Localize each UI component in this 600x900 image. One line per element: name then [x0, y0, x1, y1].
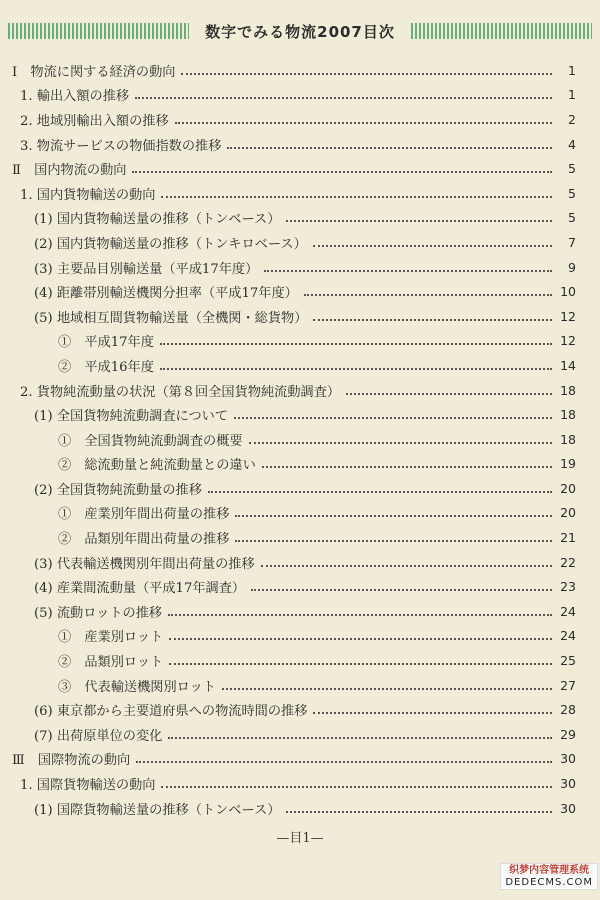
table-of-contents [0, 58, 600, 820]
toc-leader-dots [169, 637, 552, 640]
toc-entry-label: (7) 出荷原単位の変化 [34, 728, 163, 744]
watermark-line1: 织梦内容管理系统 [509, 865, 590, 876]
toc-entry-page: 28 [560, 702, 576, 718]
toc-entry-page: 5 [568, 161, 576, 177]
watermark-line2: DEDECMS.COM [505, 876, 593, 888]
toc-entry-page: 4 [568, 136, 576, 152]
toc-leader-dots [132, 170, 552, 173]
toc-entry[interactable] [0, 697, 600, 722]
toc-leader-dots [286, 810, 552, 813]
toc-entry[interactable] [0, 279, 600, 304]
toc-entry-page: 9 [568, 259, 576, 275]
toc-entry-page: 24 [560, 603, 576, 619]
toc-entry-page: 29 [560, 726, 576, 742]
toc-entry-label: (3) 主要品目別輸送量（平成17年度） [34, 261, 259, 277]
toc-leader-dots [169, 662, 552, 665]
toc-entry[interactable] [0, 501, 600, 526]
toc-entry[interactable] [0, 107, 600, 132]
toc-entry[interactable] [0, 599, 600, 624]
toc-leader-dots [262, 465, 552, 468]
toc-leader-dots [261, 564, 552, 567]
toc-entry[interactable] [0, 181, 600, 206]
toc-leader-dots [251, 588, 552, 591]
toc-entry-page: 18 [560, 431, 576, 447]
toc-entry-label: ① 平成17年度 [58, 335, 154, 351]
toc-entry[interactable] [0, 550, 600, 575]
toc-leader-dots [168, 736, 552, 739]
toc-entry-label: (5) 地域相互間貨物輸送量（全機関・総貨物） [34, 310, 308, 326]
toc-entry-page: 30 [560, 800, 576, 816]
toc-entry-page: 12 [560, 333, 576, 349]
toc-leader-dots [235, 539, 552, 542]
toc-entry[interactable] [0, 353, 600, 378]
toc-entry-label: 2. 地域別輸出入額の推移 [20, 113, 169, 129]
toc-leader-dots [208, 490, 552, 493]
toc-entry[interactable] [0, 230, 600, 255]
toc-entry-label: ③ 代表輸送機関別ロット [58, 679, 216, 695]
page-number-footer: —目1— [276, 831, 324, 846]
toc-entry-label: ① 産業別ロット [58, 630, 164, 646]
toc-entry[interactable] [0, 673, 600, 698]
toc-entry[interactable] [0, 156, 600, 181]
toc-entry-label: 1. 輸出入額の推移 [20, 89, 130, 105]
toc-entry[interactable] [0, 771, 600, 796]
toc-leader-dots [313, 318, 552, 321]
toc-leader-dots [175, 121, 552, 124]
toc-leader-dots [264, 269, 552, 272]
toc-leader-dots [160, 342, 552, 345]
header [8, 18, 592, 44]
toc-leader-dots [313, 244, 552, 247]
toc-entry-page: 5 [568, 185, 576, 201]
toc-entry[interactable] [0, 402, 600, 427]
toc-leader-dots [181, 72, 552, 75]
toc-entry-label: ② 品類別ロット [58, 655, 164, 671]
toc-leader-dots [313, 711, 552, 714]
toc-entry-label: (2) 全国貨物純流動量の推移 [34, 482, 202, 498]
toc-entry[interactable] [0, 476, 600, 501]
toc-leader-dots [304, 293, 552, 296]
toc-entry[interactable] [0, 796, 600, 821]
toc-entry[interactable] [0, 574, 600, 599]
watermark-logo [500, 863, 598, 890]
toc-entry-label: 2. 貨物純流動量の状況（第８回全国貨物純流動調査） [20, 384, 341, 400]
toc-entry-page: 27 [560, 677, 576, 693]
toc-entry-page: 30 [560, 776, 576, 792]
decorative-stripes-left [8, 23, 189, 39]
toc-entry[interactable] [0, 304, 600, 329]
toc-entry-label: (4) 距離帯別輸送機関分担率（平成17年度） [34, 286, 298, 302]
toc-entry-page: 20 [560, 505, 576, 521]
toc-entry-page: 19 [560, 456, 576, 472]
toc-entry-page: 30 [560, 751, 576, 767]
toc-entry-label: (1) 国内貨物輸送量の推移（トンベース） [34, 212, 281, 228]
toc-entry-label: ② 総流動量と純流動量との違い [58, 458, 256, 474]
toc-entry-page: 20 [560, 480, 576, 496]
toc-entry[interactable] [0, 452, 600, 477]
toc-entry-label: ② 品類別年間出荷量の推移 [58, 532, 230, 548]
toc-entry-label: (1) 国際貨物輸送量の推移（トンベース） [34, 802, 281, 818]
toc-entry-page: 18 [560, 407, 576, 423]
toc-entry[interactable] [0, 132, 600, 157]
toc-entry-label: Ⅰ 物流に関する経済の動向 [12, 64, 176, 80]
toc-entry[interactable] [0, 427, 600, 452]
toc-entry[interactable] [0, 255, 600, 280]
toc-entry-label: 1. 国内貨物輸送の動向 [20, 187, 156, 203]
toc-entry-label: 3. 物流サービスの物価指数の推移 [20, 138, 222, 154]
toc-entry-page: 2 [568, 111, 576, 127]
toc-leader-dots [161, 195, 552, 198]
toc-entry-label: (5) 流動ロットの推移 [34, 605, 163, 621]
toc-entry-page: 1 [568, 87, 576, 103]
toc-entry-label: (2) 国内貨物輸送量の推移（トンキロベース） [34, 236, 307, 252]
toc-leader-dots [160, 367, 552, 370]
toc-entry-page: 5 [568, 210, 576, 226]
toc-entry-page: 18 [560, 382, 576, 398]
toc-leader-dots [234, 416, 552, 419]
toc-entry[interactable] [0, 722, 600, 747]
toc-entry[interactable] [0, 648, 600, 673]
toc-entry-label: (6) 東京都から主要道府県への物流時間の推移 [34, 704, 308, 720]
toc-entry-label: Ⅱ 国内物流の動向 [12, 163, 127, 179]
toc-leader-dots [227, 146, 552, 149]
toc-entry[interactable] [0, 329, 600, 354]
toc-entry-page: 14 [560, 357, 576, 373]
toc-entry-page: 22 [560, 554, 576, 570]
page-title: 数字でみる物流2007目次 [205, 22, 395, 41]
toc-entry-page: 7 [568, 234, 576, 250]
decorative-stripes-right [411, 23, 592, 39]
toc-entry-page: 1 [568, 62, 576, 78]
toc-entry-label: (1) 全国貨物純流動調査について [34, 409, 229, 425]
toc-leader-dots [346, 392, 552, 395]
toc-leader-dots [168, 613, 552, 616]
toc-entry-page: 21 [560, 530, 576, 546]
toc-entry[interactable] [0, 525, 600, 550]
toc-leader-dots [161, 785, 552, 788]
toc-entry-label: (3) 代表輸送機関別年間出荷量の推移 [34, 556, 255, 572]
toc-leader-dots [235, 514, 552, 517]
toc-entry-page: 10 [560, 284, 576, 300]
toc-entry-label: Ⅲ 国際物流の動向 [12, 753, 131, 769]
toc-leader-dots [222, 687, 552, 690]
toc-leader-dots [135, 96, 552, 99]
toc-entry-page: 23 [560, 579, 576, 595]
toc-entry[interactable] [0, 747, 600, 772]
toc-entry[interactable] [0, 58, 600, 83]
toc-entry-label: (4) 産業間流動量（平成17年調査） [34, 581, 246, 597]
toc-leader-dots [286, 219, 552, 222]
toc-entry-page: 25 [560, 653, 576, 669]
toc-entry-label: 1. 国際貨物輸送の動向 [20, 778, 156, 794]
toc-leader-dots [136, 760, 552, 763]
toc-entry-label: ② 平成16年度 [58, 359, 154, 375]
toc-entry-page: 24 [560, 628, 576, 644]
toc-entry-label: ① 産業別年間出荷量の推移 [58, 507, 230, 523]
toc-entry-label: ① 全国貨物純流動調査の概要 [58, 433, 243, 449]
toc-entry[interactable] [0, 378, 600, 403]
toc-entry-page: 12 [560, 308, 576, 324]
toc-entry[interactable] [0, 206, 600, 231]
toc-leader-dots [249, 441, 552, 444]
toc-entry[interactable] [0, 624, 600, 649]
toc-entry[interactable] [0, 83, 600, 108]
